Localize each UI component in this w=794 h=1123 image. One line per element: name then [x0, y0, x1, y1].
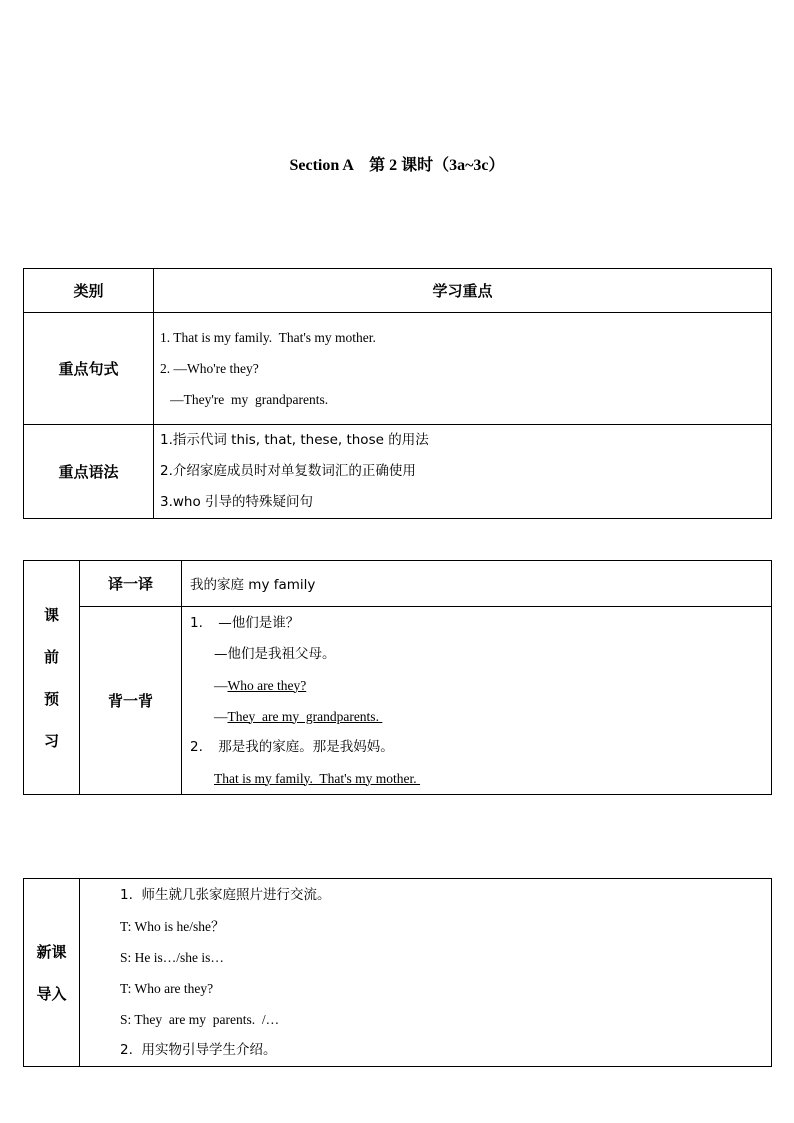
- intro-line: S: They are my parents. /…: [120, 1011, 280, 1027]
- intro-line: S: He is…/she is…: [120, 949, 224, 965]
- question-en: Who are they?: [227, 677, 307, 693]
- intro-table: [23, 878, 772, 1067]
- row-category-grammar: 重点语法: [24, 425, 154, 519]
- side-char: 前: [43, 647, 59, 666]
- answer-en-line: [190, 701, 771, 732]
- translate-content: 我的家庭 my family: [190, 577, 316, 593]
- header-category: 类别: [24, 269, 154, 313]
- focus-line: —They're my grandparents.: [160, 392, 329, 407]
- header-focus: 学习重点: [154, 269, 772, 313]
- answer-cn: —他们是我祖父母。: [214, 645, 336, 662]
- intro-line: 2. 用实物引导学生介绍。: [120, 1041, 277, 1058]
- page-title: Section A 第 2 课时（3a~3c）: [289, 157, 505, 174]
- intro-line: T: Who are they?: [120, 980, 214, 996]
- recite-item-1: [190, 608, 771, 639]
- item-number: 2.: [190, 738, 203, 755]
- sentence-en: That is my family. That's my mother.: [214, 770, 421, 786]
- recite-label: 背一背: [80, 607, 182, 795]
- side-char: 预: [43, 689, 59, 708]
- dash: —: [214, 708, 228, 724]
- preview-side-label: [24, 561, 80, 795]
- answer-en: They are my grandparents.: [227, 708, 383, 724]
- question-en-line: [190, 670, 771, 701]
- focus-line: 3.who 引导的特殊疑问句: [160, 494, 314, 510]
- sentence-en-line: [190, 763, 771, 794]
- recite-item-2: [190, 732, 771, 763]
- focus-line: 2. —Who're they?: [160, 361, 259, 376]
- focus-line: 2.介绍家庭成员时对单复数词汇的正确使用: [160, 463, 416, 479]
- preview-table: [23, 560, 772, 795]
- intro-line: T: Who is he/she？: [120, 918, 225, 934]
- focus-table-header: [24, 269, 772, 313]
- question-cn: —他们是谁？: [218, 614, 300, 631]
- focus-table: [23, 268, 772, 519]
- sentence-cn: 那是我的家庭。那是我妈妈。: [218, 738, 394, 755]
- intro-line: 1. 师生就几张家庭照片进行交流。: [120, 886, 331, 903]
- table-row: [24, 313, 772, 425]
- focus-line: 1.指示代词 this, that, these, those 的用法: [160, 432, 429, 448]
- row-category-sentences: 重点句式: [24, 313, 154, 425]
- side-char: 课: [43, 605, 59, 624]
- intro-label: [24, 879, 80, 1067]
- table-row: [24, 425, 772, 519]
- dash: —: [214, 677, 228, 693]
- intro-label-line: 导入: [36, 984, 67, 1003]
- item-number: 1.: [190, 614, 203, 631]
- focus-line: 1. That is my family. That's my mother.: [160, 330, 376, 345]
- translate-label: 译一译: [80, 561, 182, 607]
- side-char: 习: [43, 731, 59, 750]
- intro-label-line: 新课: [36, 942, 67, 961]
